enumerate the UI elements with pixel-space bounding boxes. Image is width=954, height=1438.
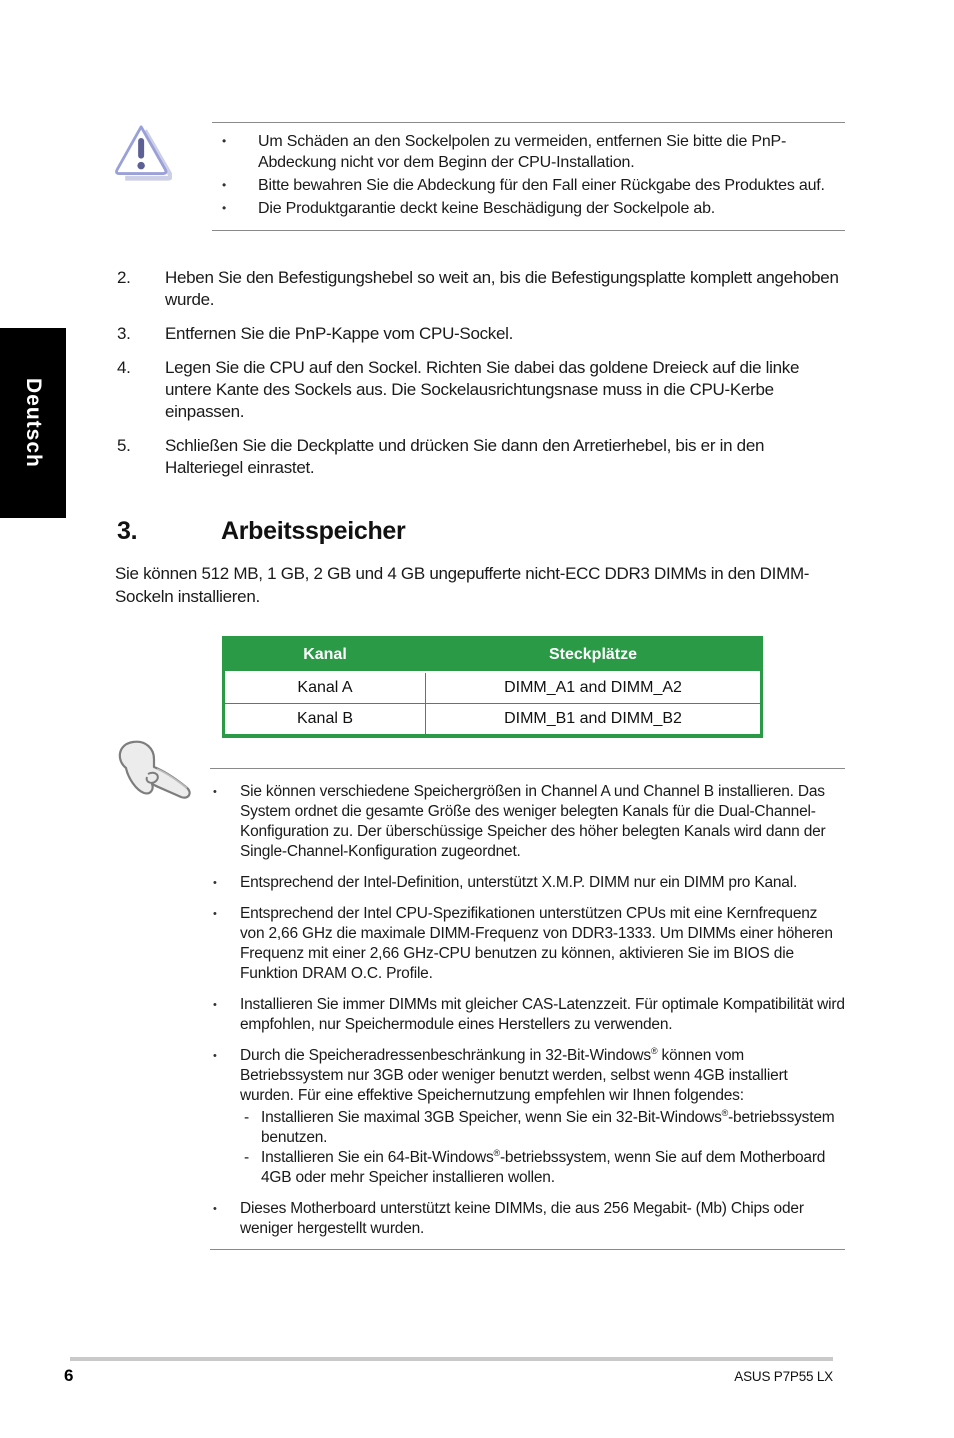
bullet-icon: • [213, 786, 217, 798]
note-text: Sie können verschiedene Speichergrößen in Channel A und Channel B installieren. Das System ordnet die gesamte Größe des weniger belegten Kanals für die Dual-Channel-Konfiguration zu. Der überschüssige Speicher des höher belegten Kanals wird dann der Single-Channel-Konfiguration zugeordnet. [240, 783, 826, 860]
bullet-icon: • [213, 1203, 217, 1215]
page-number: 6 [64, 1366, 74, 1385]
caution-icon [114, 122, 172, 189]
note-item [210, 995, 845, 1035]
bullet-icon: • [222, 178, 227, 192]
language-tab-deutsch [0, 328, 66, 518]
memory-channel-table [222, 636, 763, 738]
section-title: Arbeitsspeicher [221, 517, 406, 545]
step-list [117, 267, 845, 491]
caution-item-text: Um Schäden an den Sockelpolen zu vermeiden, entfernen Sie bitte die PnP-Abdeckung nicht vor dem Beginn der CPU-Installation. [258, 133, 787, 171]
table-header-kanal: Kanal [224, 638, 426, 672]
step-item-4 [117, 357, 845, 423]
footer-product-name: ASUS P7P55 LX [734, 1369, 833, 1384]
table-header-row [224, 638, 762, 672]
step-item-5 [117, 435, 845, 479]
caution-item [212, 175, 845, 196]
caution-item-text: Die Produktgarantie deckt keine Beschädigung der Sockelpole ab. [258, 200, 716, 217]
note-sub-text: Installieren Sie ein 64-Bit-Windows®-betriebssystem, wenn Sie auf dem Motherboard 4GB oder mehr Speicher installieren wollen. [261, 1147, 826, 1186]
note-item [210, 782, 845, 862]
step-text: Schließen Sie die Deckplatte und drücken Sie dann den Arretierhebel, bis er in den Halteriegel einrastet. [165, 436, 765, 477]
note-sub-item [240, 1108, 845, 1148]
table-cell: Kanal A [224, 672, 426, 704]
caution-note-box [212, 122, 845, 231]
note-sub-item [240, 1148, 845, 1188]
bullet-icon: • [213, 908, 217, 920]
caution-item [212, 198, 845, 219]
step-text: Entfernen Sie die PnP-Kappe vom CPU-Sockel. [165, 324, 514, 343]
note-item [210, 904, 845, 984]
table-cell: Kanal B [224, 704, 426, 736]
intro-paragraph: Sie können 512 MB, 1 GB, 2 GB und 4 GB ungepufferte nicht-ECC DDR3 DIMMs in den DIMM-Sockeln installieren. [115, 564, 810, 606]
notes-box [210, 768, 845, 1250]
section-heading [117, 517, 405, 546]
dash-marker: - [244, 1109, 249, 1126]
table-row [224, 672, 762, 704]
step-item-2 [117, 267, 845, 311]
bullet-icon: • [222, 201, 227, 215]
step-number: 4. [117, 358, 131, 377]
note-text: Installieren Sie immer DIMMs mit gleicher CAS-Latenzzeit. Für optimale Kompatibilität wird empfohlen, nur Speichermodule eines Herstellers zu verwenden. [240, 996, 845, 1033]
table-row [224, 704, 762, 736]
note-text: Dieses Motherboard unterstützt keine DIMMs, die aus 256 Megabit- (Mb) Chips oder weniger hergestellt wurden. [240, 1200, 804, 1237]
step-number: 2. [117, 268, 131, 287]
step-number: 3. [117, 324, 131, 343]
table-cell: DIMM_A1 and DIMM_A2 [426, 672, 762, 704]
table-cell: DIMM_B1 and DIMM_B2 [426, 704, 762, 736]
note-text [240, 1046, 845, 1188]
section-number: 3. [117, 517, 138, 545]
note-text: Entsprechend der Intel-Definition, unterstützt X.M.P. DIMM nur ein DIMM pro Kanal. [240, 874, 798, 891]
pointing-hand-icon [110, 736, 198, 811]
bullet-icon: • [213, 1050, 217, 1062]
note-item [210, 1199, 845, 1239]
note-text-main: Durch die Speicheradressenbeschränkung in 32-Bit-Windows® können vom Betriebssystem nur 3GB oder weniger benutzt werden, selbst wenn 4GB installiert wurden. Für eine effektive Speichernutzung empfehlen wir Ihnen folgendes: [240, 1045, 788, 1104]
step-text: Legen Sie die CPU auf den Sockel. Richten Sie dabei das goldene Dreieck auf die linke untere Kante des Sockels aus. Die Sockelausrichtungsnase muss in die CPU-Kerbe einpassen. [165, 358, 800, 421]
step-text: Heben Sie den Befestigungshebel so weit an, bis die Befestigungsplatte komplett angehoben wurde. [165, 268, 839, 309]
dash-marker: - [244, 1149, 249, 1166]
step-item-3 [117, 323, 845, 345]
caution-item [212, 131, 845, 173]
note-sub-list [240, 1108, 845, 1188]
caution-item-text: Bitte bewahren Sie die Abdeckung für den Fall einer Rückgabe des Produktes auf. [258, 177, 825, 194]
note-item [210, 873, 845, 893]
language-tab-label: Deutsch [22, 378, 45, 468]
bullet-icon: • [213, 877, 217, 889]
step-number: 5. [117, 436, 131, 455]
footer-divider [70, 1357, 833, 1361]
table-header-steckplaetze: Steckplätze [426, 638, 762, 672]
note-text: Entsprechend der Intel CPU-Spezifikationen unterstützen CPUs mit eine Kernfrequenz von 2,66 GHz die maximale DIMM-Frequenz von DDR3-1333. Um DIMMs einer höheren Frequenz mit einer 2,66 GHz-CPU benutzen zu können, aktivieren Sie im BIOS die Funktion DRAM O.C. Profile. [240, 905, 833, 982]
note-item [210, 1046, 845, 1188]
bullet-icon: • [213, 999, 217, 1011]
note-sub-text: Installieren Sie maximal 3GB Speicher, wenn Sie ein 32-Bit-Windows®-betriebssystem benutzen. [261, 1107, 835, 1146]
bullet-icon: • [222, 134, 227, 148]
